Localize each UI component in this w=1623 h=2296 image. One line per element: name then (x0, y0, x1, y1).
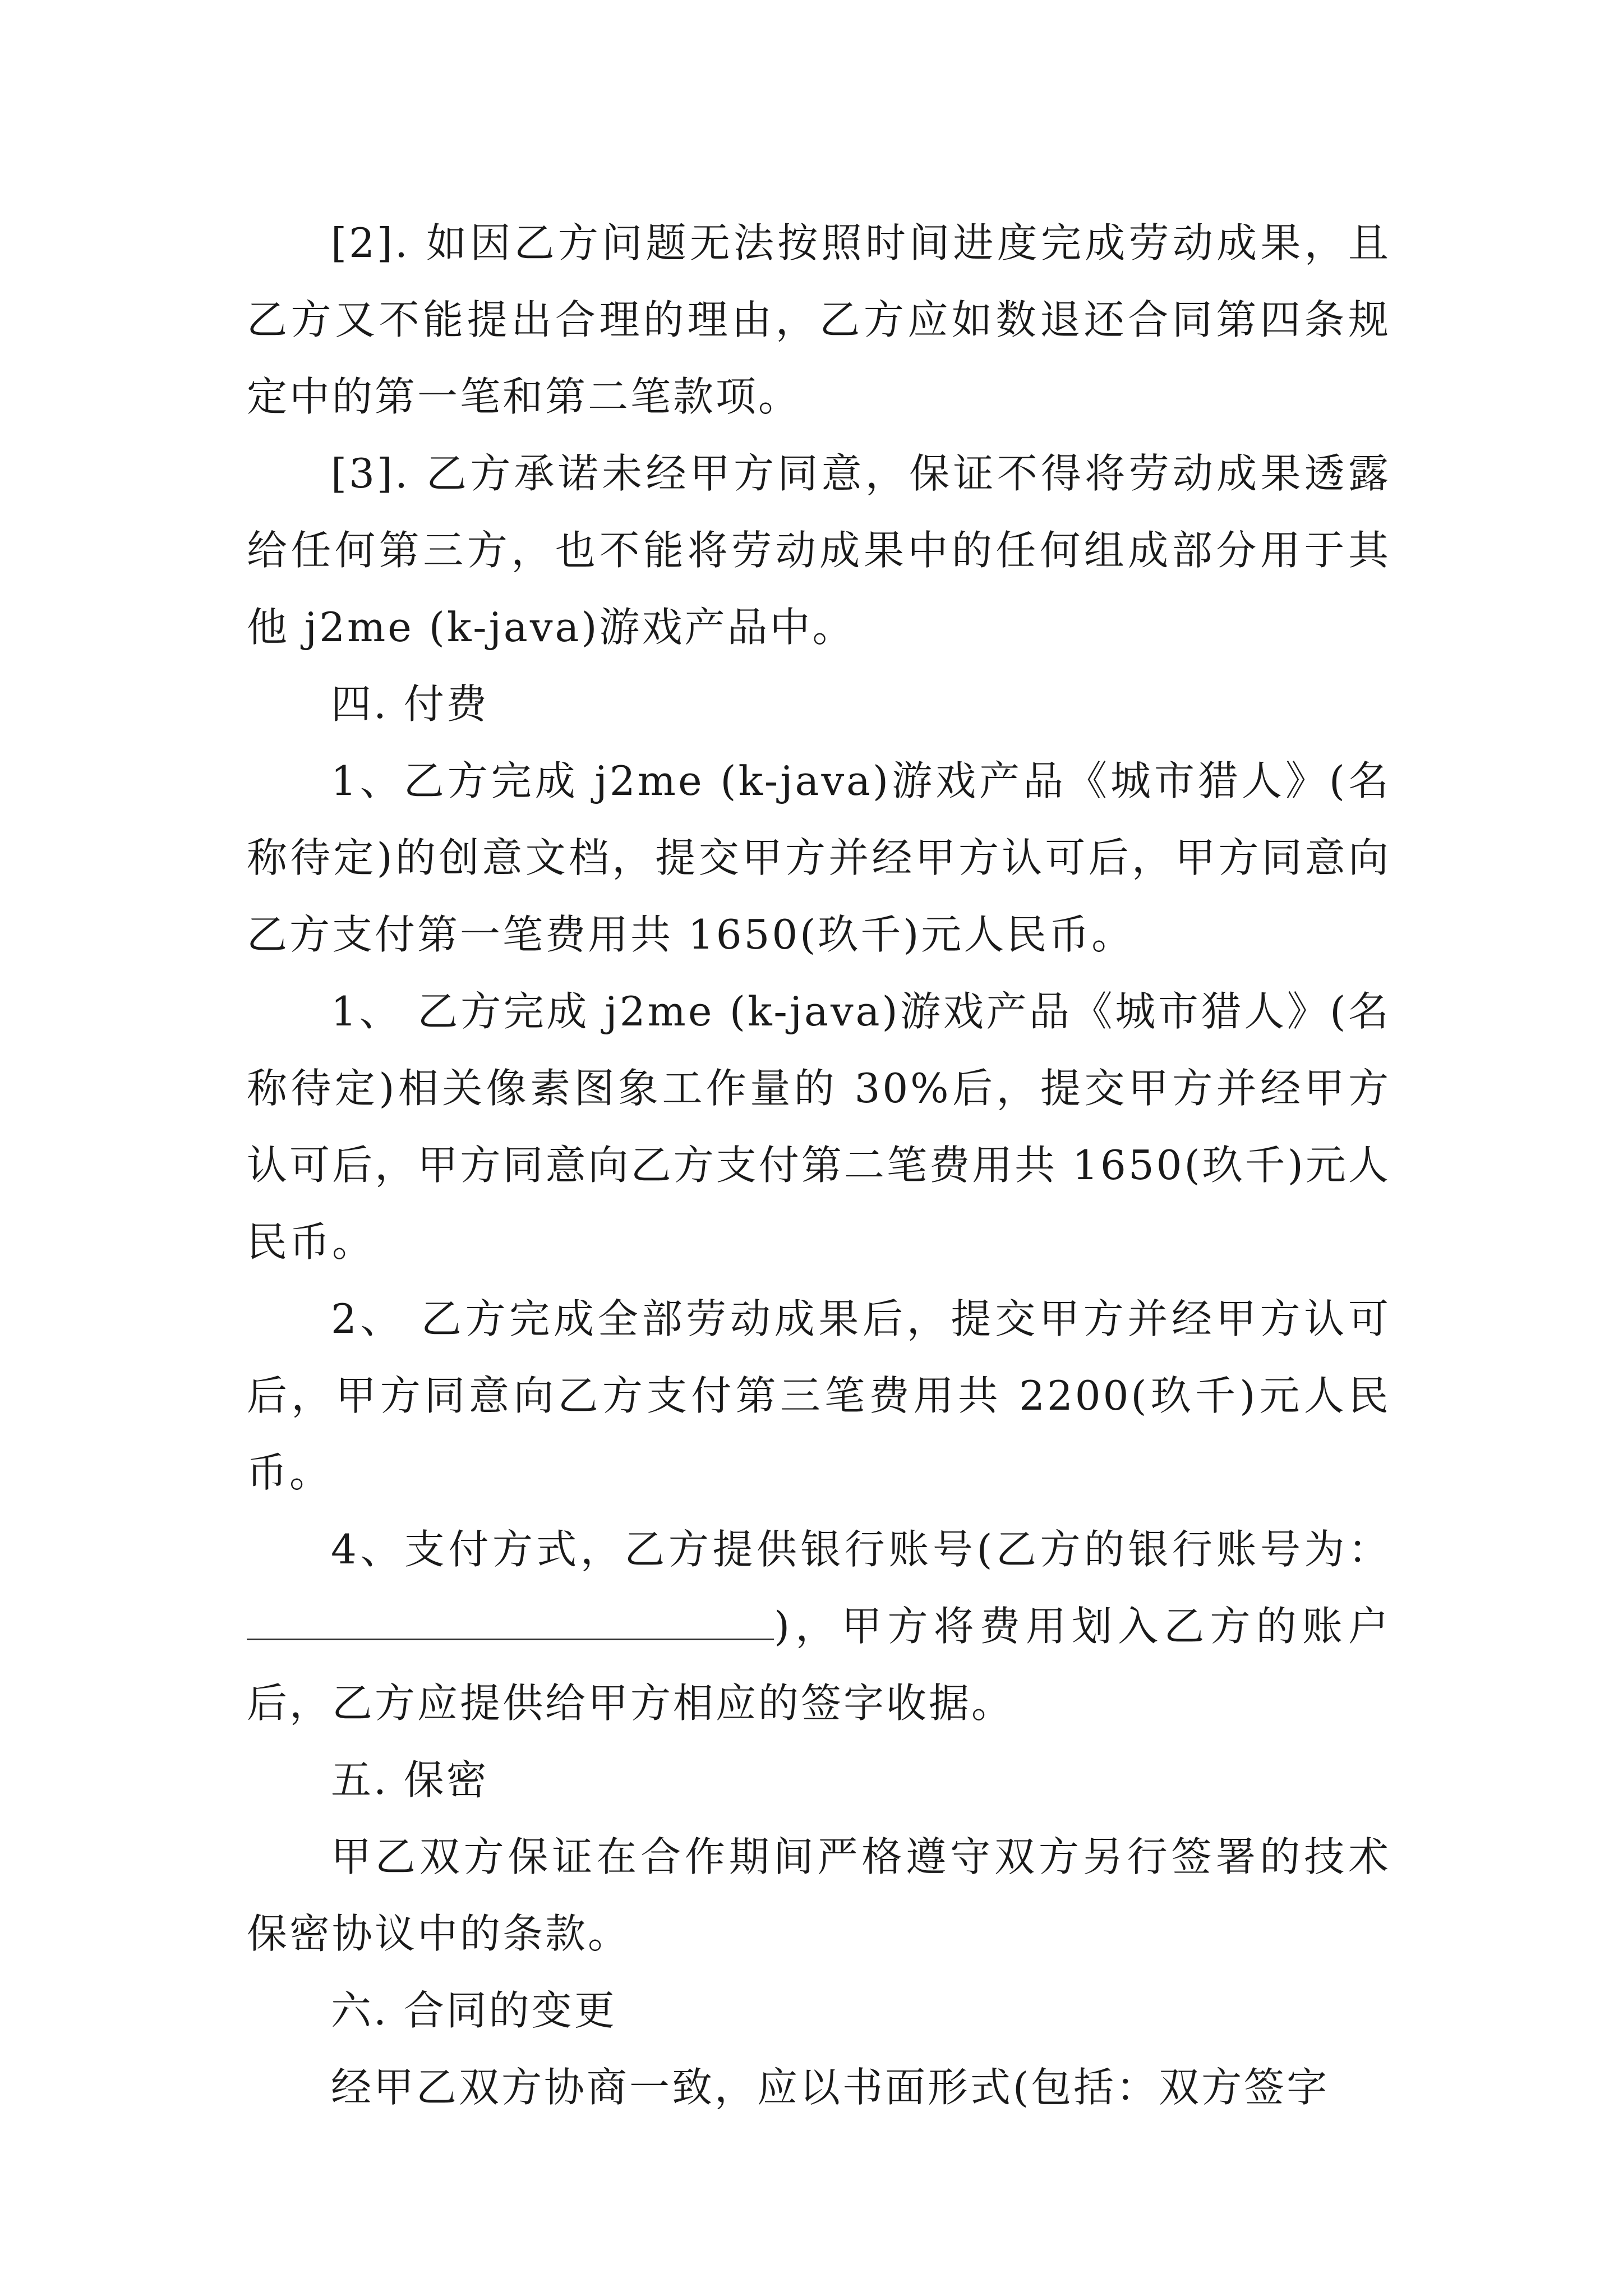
payment-method-paragraph (247, 1511, 1391, 1742)
section-5-heading: 五. 保密 (331, 1756, 489, 1803)
payment-2-paragraph: 1、 乙方完成 j2me (k-java)游戏产品《城市猎人》(名称待定)相关像素图象工作量的 30%后，提交甲方并经甲方认可后，甲方同意向乙方支付第二笔费用共 1650(玖千)元人民币。 (247, 988, 1391, 1266)
contract-change-paragraph: 经甲乙双方协商一致，应以书面形式(包括：双方签字 (331, 2064, 1330, 2111)
section-4-heading: 四. 付费 (331, 680, 489, 728)
payment-method-end: )，甲方将费用划入乙方的账户后，乙方应提供给甲方相应的签字收据。 (247, 1603, 1391, 1727)
document-body (247, 205, 1391, 2126)
confidentiality-paragraph: 甲乙双方保证在合作期间严格遵守双方另行签署的技术保密协议中的条款。 (247, 1833, 1391, 1957)
section-6-heading: 六. 合同的变更 (331, 1987, 617, 2034)
payment-1-paragraph: 1、乙方完成 j2me (k-java)游戏产品《城市猎人》(名称待定)的创意文档，提交甲方并经甲方认可后，甲方同意向乙方支付第一笔费用共 1650(玖千)元人民币。 (247, 757, 1391, 958)
clause-2-paragraph: [2]. 如因乙方问题无法按照时间进度完成劳动成果，且乙方又不能提出合理的理由，乙方应如数退还合同第四条规定中的第一笔和第二笔款项。 (247, 219, 1391, 420)
clause-3-paragraph: [3]. 乙方承诺未经甲方同意，保证不得将劳动成果透露给任何第三方，也不能将劳动成果中的任何组成部分用于其他 j2me (k-java)游戏产品中。 (247, 450, 1391, 651)
payment-3-paragraph: 2、 乙方完成全部劳动成果后，提交甲方并经甲方认可后，甲方同意向乙方支付第三笔费用共 2200(玖千)元人民币。 (247, 1295, 1391, 1496)
payment-method-start: 4、支付方式，乙方提供银行账号(乙方的银行账号为： (331, 1526, 1391, 1573)
bank-account-blank (247, 1606, 774, 1640)
